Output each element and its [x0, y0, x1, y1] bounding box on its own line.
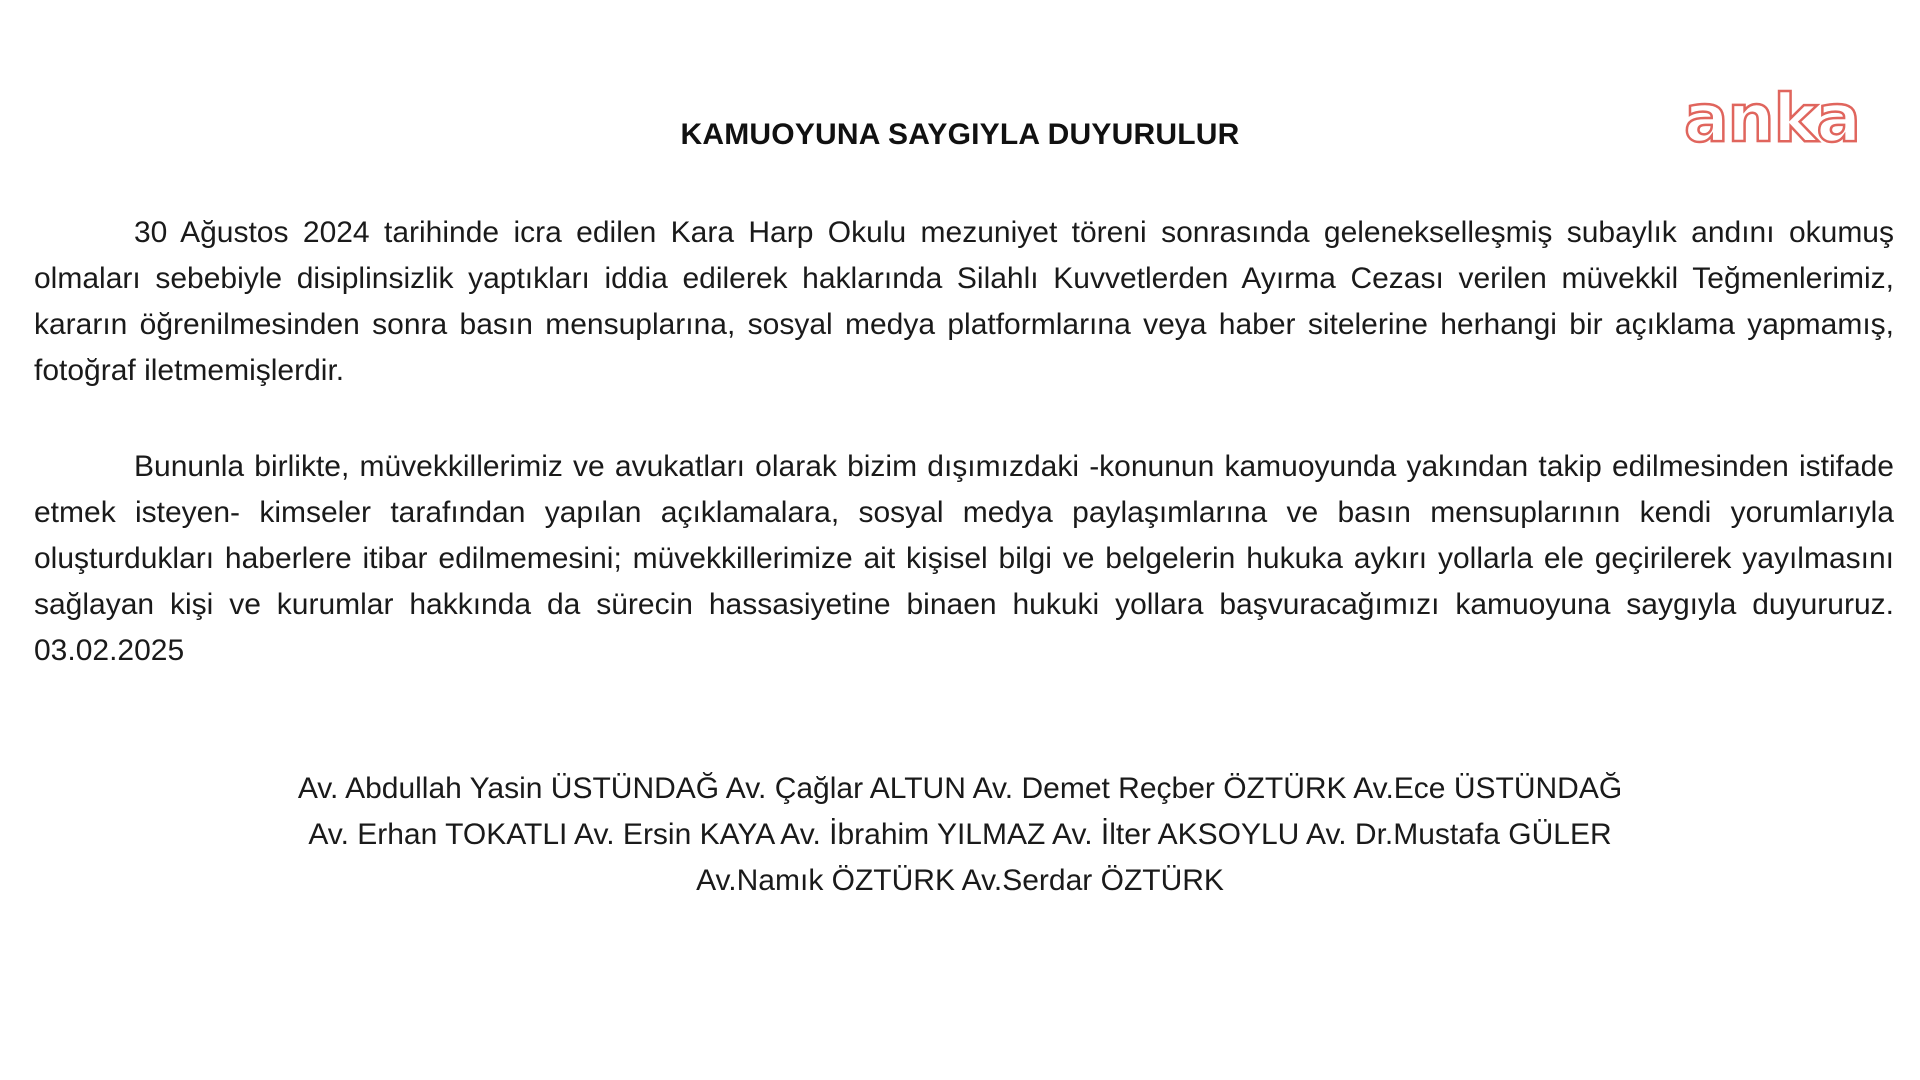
signature-line-1: Av. Abdullah Yasin ÜSTÜNDAĞ Av. Çağlar ALTUN Av. Demet Reçber ÖZTÜRK Av.Ece ÜSTÜNDAĞ	[297, 772, 1623, 805]
signature-line-2: Av. Erhan TOKATLI Av. Ersin KAYA Av. İbrahim YILMAZ Av. İlter AKSOYLU Av. Dr.Mustafa GÜLER	[308, 818, 1612, 851]
signature-line-3: Av.Namık ÖZTÜRK Av.Serdar ÖZTÜRK	[696, 864, 1224, 897]
logo-text: anka	[1684, 80, 1860, 157]
paragraph-1: 30 Ağustos 2024 tarihinde icra edilen Kara Harp Okulu mezuniyet töreni sonrasında gelenekselleşmiş subaylık andını okumuş olmaları sebebiyle disiplinsizlik yaptıkları iddia edilerek haklarında Silahlı Kuvvetlerden Ayırma Cezası verilen müvekkil Teğmenlerimiz, kararın öğrenilmesinden sonra basın mensuplarına, sosyal medya platformlarına veya haber sitelerine herhangi bir açıklama yapmamış, fotoğraf iletmemişlerdir.	[34, 216, 1894, 387]
document-title: KAMUOYUNA SAYGIYLA DUYURULUR	[680, 118, 1240, 151]
signatures-block	[0, 766, 1920, 904]
paragraph-2: Bununla birlikte, müvekkillerimiz ve avukatları olarak bizim dışımızdaki -konunun kamuoyunda yakından takip edilmesinden istifade etmek isteyen- kimseler tarafından yapılan açıklamalara, sosyal medya paylaşımlarına ve basın mensuplarının kendi yorumlarıyla oluşturdukları haberlere itibar edilmemesini; müvekkillerimize ait kişisel bilgi ve belgelerin hukuka aykırı yollarla ele geçirilerek yayılmasını sağlayan kişi ve kurumlar hakkında da sürecin hassasiyetine binaen hukuki yollara başvuracağımızı kamuoyuna saygıyla duyururuz. 03.02.2025	[34, 450, 1894, 667]
